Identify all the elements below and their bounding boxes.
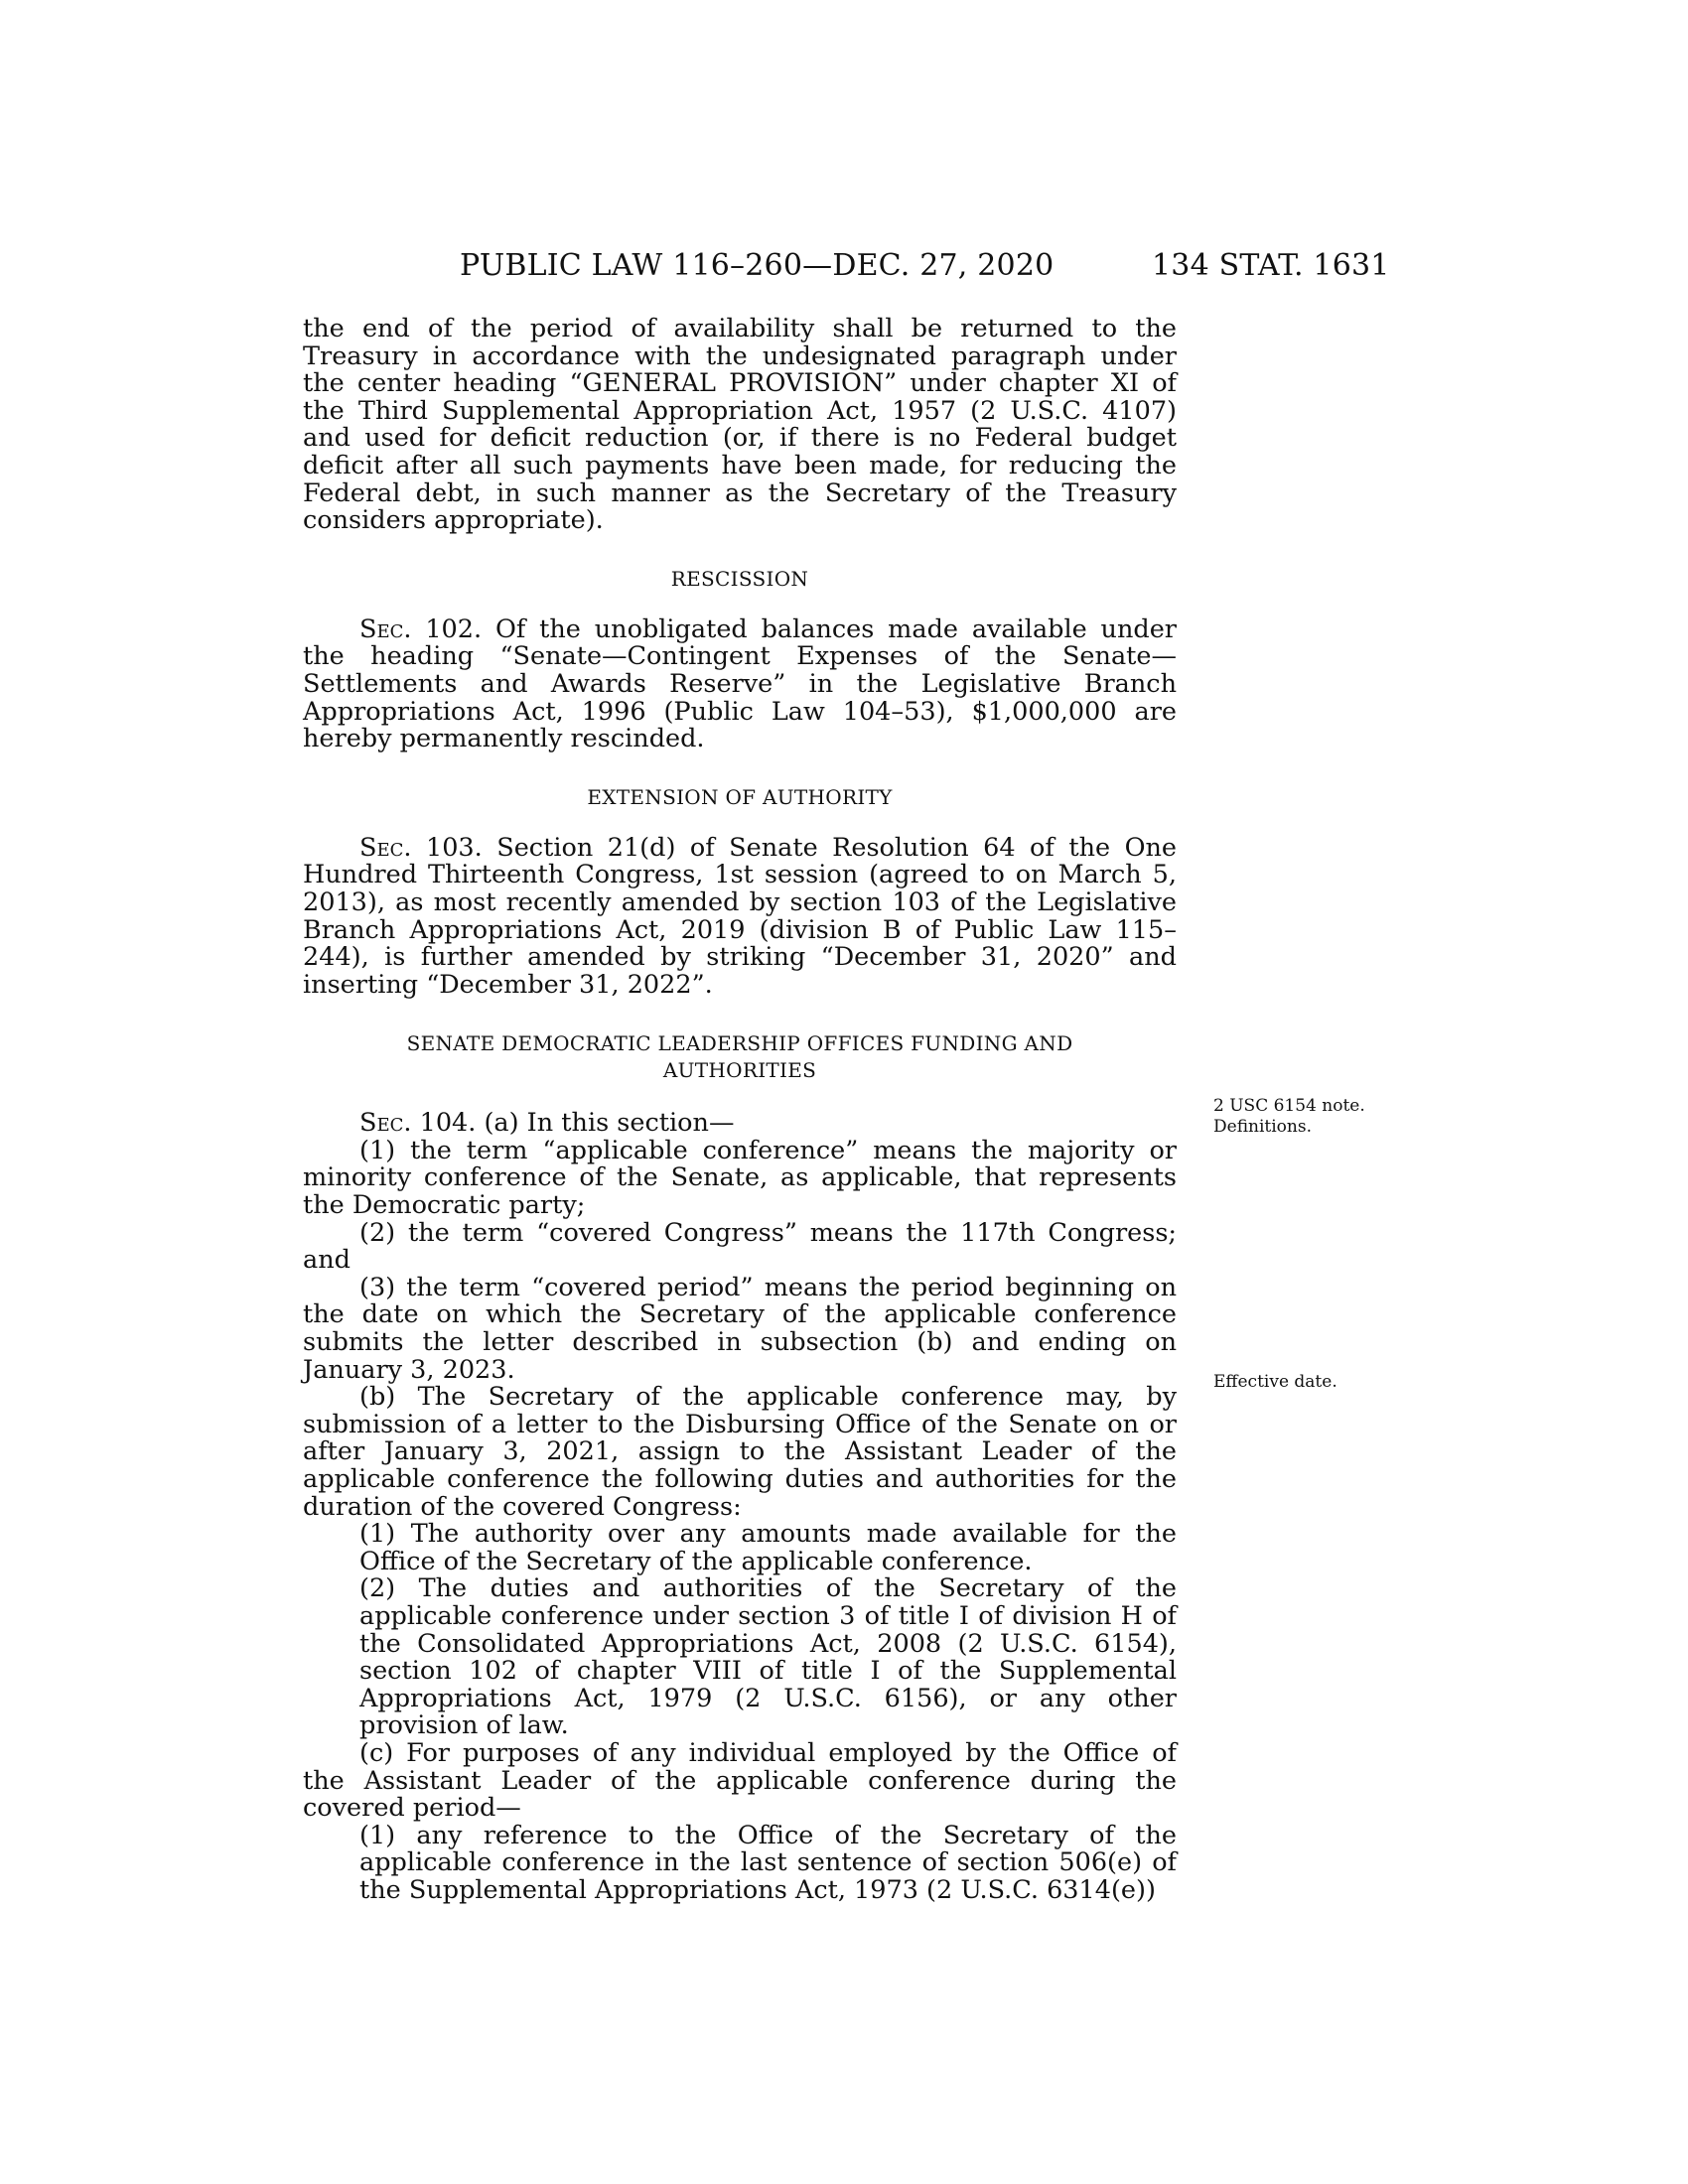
margin-note-definitions: Definitions. (1213, 1117, 1312, 1137)
subsection-c: (c) For purposes of any individual employed by the Office of the Assistant Leader of the applicable conference during the covered period— (303, 1737, 1177, 1824)
running-head-title: PUBLIC LAW 116–260—DEC. 27, 2020 (460, 248, 1055, 283)
section-text: (a) In this section— (476, 1108, 735, 1139)
margin-note-effective-date: Effective date. (1213, 1372, 1337, 1392)
section-text: Of the unobligated balances made available under the heading “Senate—Contingent Expenses of the Senate—Settlements and Awards Reserve” in the Legislative Branch Appropriations Act, 1996 (Public Law 104–53), $1,000,000 are hereby permanently rescinded. (303, 614, 1177, 754)
section-104 (303, 1110, 1177, 1138)
paragraph-b1: (1) The authority over any amounts made available for the Office of the Secretary of the applicable conference. (359, 1519, 1177, 1576)
subsection-b: (b) The Secretary of the applicable conference may, by submission of a letter to the Disbursing Office of the Senate on or after January 3, 2021, assign to the Assistant Leader of the applicable conference the following duties and authorities for the duration of the covered Congress: (303, 1382, 1177, 1522)
section-heading-extension: EXTENSION OF AUTHORITY (587, 784, 893, 809)
section-label: Sec. 104. (359, 1108, 477, 1139)
section-102 (303, 616, 1177, 753)
paragraph-a2: (2) the term “covered Congress” means the 117th Congress; and (303, 1217, 1177, 1276)
paragraph-b2: (2) The duties and authorities of the Secretary of the applicable conference under section 3 of title I of division H of the Consolidated Appropriations Act, 2008 (2 U.S.C. 6154), section 102 of chapter VIII of title I of the Supplemental Appropriations Act, 1979 (2 U.S.C. 6156), or any other provision of law. (359, 1573, 1177, 1741)
paragraph-a1: (1) the term “applicable conference” means the majority or minority conference of the Senate, as applicable, that represents the Democratic party; (303, 1135, 1177, 1221)
section-label: Sec. 102. (359, 614, 483, 644)
document-body (303, 316, 1177, 1905)
statute-page-number: 134 STAT. 1631 (1152, 248, 1390, 283)
margin-note-usc: 2 USC 6154 note. (1213, 1096, 1365, 1116)
section-heading-leadership-offices (303, 1030, 1177, 1084)
paragraph-a3: (3) the term “covered period” means the period beginning on the date on which the Secretary of the applicable conference submits the letter described in subsection (b) and ending on January 3, 2023. (303, 1272, 1177, 1385)
heading-line: AUTHORITIES (662, 1058, 817, 1083)
section-label: Sec. 103. (359, 832, 483, 863)
section-text: Section 21(d) of Senate Resolution 64 of the One Hundred Thirteenth Congress, 1st session (agreed to on March 5, 2013), as most recently amended by section 103 of the Legislative Branch Appropriations Act, 2019 (division B of Public Law 115–244), is further amended by striking “December 31, 2020” and inserting “December 31, 2022”. (303, 832, 1177, 1000)
paragraph-continuation: the end of the period of availability shall be returned to the Treasury in accordance with the undesignated paragraph under the center heading “GENERAL PROVISION” under chapter XI of the Third Supplemental Appropriation Act, 1957 (2 U.S.C. 4107) and used for deficit reduction (or, if there is no Federal budget deficit after all such payments have been made, for reducing the Federal debt, in such manner as the Secretary of the Treasury considers appropriate). (303, 314, 1177, 536)
heading-line: SENATE DEMOCRATIC LEADERSHIP OFFICES FUNDING AND (406, 1031, 1073, 1056)
section-103 (303, 832, 1177, 1000)
paragraph-c1: (1) any reference to the Office of the Secretary of the applicable conference in the last sentence of section 506(e) of the Supplemental Appropriations Act, 1973 (2 U.S.C. 6314(e)) (359, 1820, 1177, 1905)
section-heading-rescission: RESCISSION (670, 566, 809, 591)
